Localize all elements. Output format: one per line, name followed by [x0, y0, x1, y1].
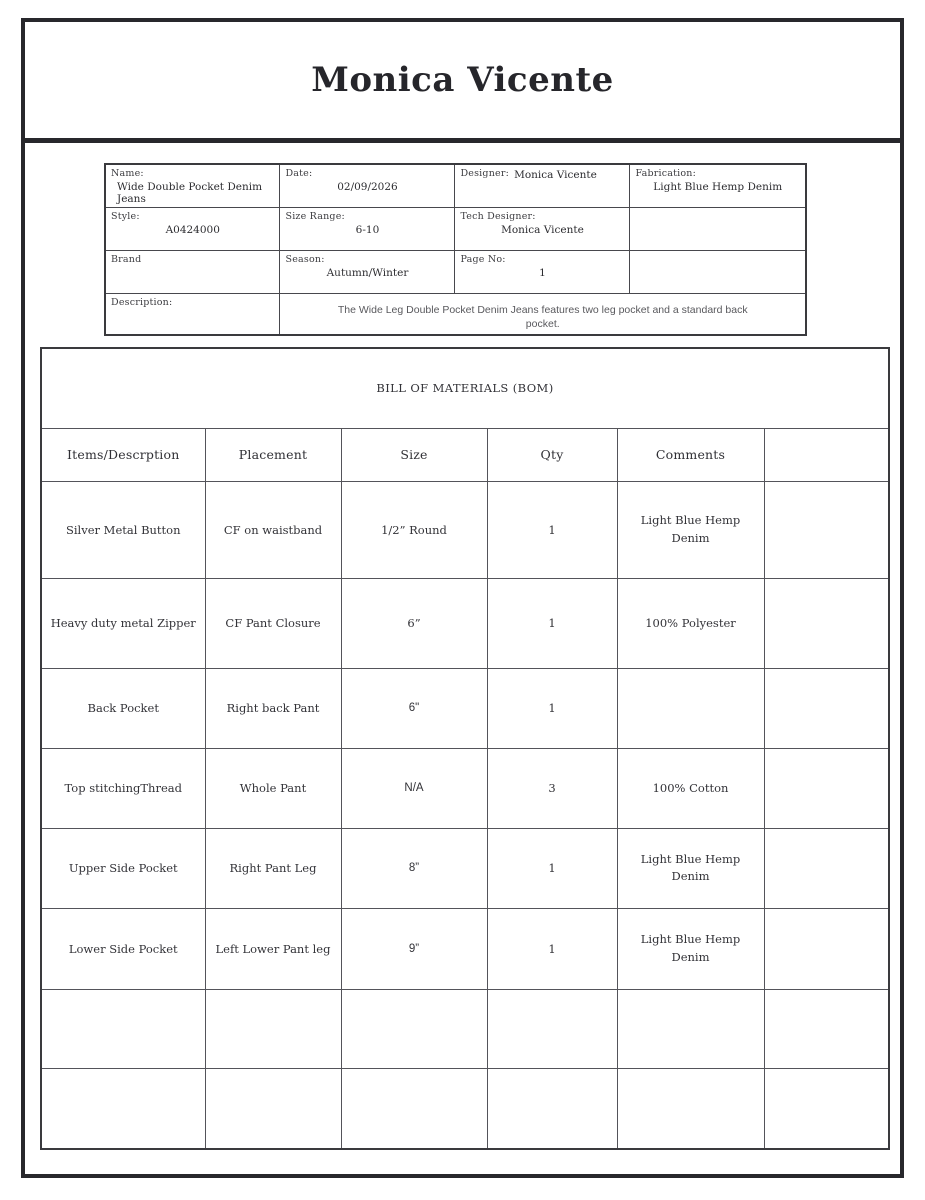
info-designer-value: Monica Vicente — [514, 169, 597, 181]
bom-cell-qty — [487, 989, 617, 1068]
info-size-range-cell — [280, 208, 455, 251]
bom-row-1 — [41, 481, 889, 578]
bom-header-blank — [764, 428, 889, 481]
bom-cell-placement: CF Pant Closure — [205, 578, 341, 668]
bom-cell-comments: 100% Polyester — [617, 578, 764, 668]
bom-cell-item: Upper Side Pocket — [41, 828, 205, 908]
info-table — [104, 163, 807, 336]
bom-header-row — [41, 428, 889, 481]
bom-header-qty: Qty — [487, 428, 617, 481]
bom-cell-item: Top stitchingThread — [41, 748, 205, 828]
info-brand-cell — [105, 251, 280, 294]
info-date-value: 02/09/2026 — [337, 181, 398, 193]
bom-cell-item: Heavy duty metal Zipper — [41, 578, 205, 668]
info-empty-cell-1 — [630, 208, 806, 251]
info-row-1 — [105, 164, 806, 208]
bom-cell-size: 6" — [341, 668, 487, 748]
bom-cell-qty: 1 — [487, 828, 617, 908]
info-page-no-cell — [455, 251, 630, 294]
bom-cell-placement — [205, 989, 341, 1068]
bom-cell-placement: Whole Pant — [205, 748, 341, 828]
info-description-label-cell — [105, 294, 280, 336]
info-style-cell — [105, 208, 280, 251]
bom-cell-size: 1/2” Round — [341, 481, 487, 578]
info-designer-cell — [455, 164, 630, 208]
info-tech-designer-value: Monica Vicente — [501, 224, 584, 236]
brand-title: Monica Vicente — [311, 60, 614, 100]
bom-cell-size: 9” — [341, 908, 487, 989]
info-fabrication-label: Fabrication: — [635, 168, 697, 179]
bom-cell-blank — [764, 481, 889, 578]
info-date-label: Date: — [285, 168, 313, 179]
info-designer-label: Designer: — [460, 168, 509, 179]
bom-cell-qty — [487, 1068, 617, 1149]
bom-cell-blank — [764, 989, 889, 1068]
bom-table — [40, 347, 890, 1150]
info-style-label: Style: — [111, 211, 140, 222]
bom-cell-blank — [764, 578, 889, 668]
bom-cell-comments: 100% Cotton — [617, 748, 764, 828]
bom-cell-item: Back Pocket — [41, 668, 205, 748]
bom-row-6 — [41, 908, 889, 989]
bom-cell-blank — [764, 908, 889, 989]
bom-cell-placement: Right Pant Leg — [205, 828, 341, 908]
info-name-cell — [105, 164, 280, 208]
bom-row-8 — [41, 1068, 889, 1149]
info-page-no-value: 1 — [539, 267, 546, 279]
bom-row-2 — [41, 578, 889, 668]
info-empty-cell-2 — [630, 251, 806, 294]
bom-cell-blank — [764, 748, 889, 828]
bom-cell-placement — [205, 1068, 341, 1149]
info-tech-designer-label: Tech Designer: — [460, 211, 536, 222]
bom-cell-qty: 3 — [487, 748, 617, 828]
bom-cell-size: N/A — [341, 748, 487, 828]
bom-row-4 — [41, 748, 889, 828]
info-season-label: Season: — [285, 254, 325, 265]
bom-cell-comments — [617, 668, 764, 748]
info-fabrication-cell — [630, 164, 806, 208]
bom-cell-item — [41, 989, 205, 1068]
bom-header-comments: Comments — [617, 428, 764, 481]
info-fabrication-value: Light Blue Hemp Denim — [653, 181, 783, 193]
bom-cell-comments: Light Blue Hemp Denim — [617, 828, 764, 908]
info-name-label: Name: — [111, 168, 144, 179]
bom-cell-size — [341, 1068, 487, 1149]
bom-cell-blank — [764, 828, 889, 908]
info-row-2 — [105, 208, 806, 251]
bom-cell-item: Lower Side Pocket — [41, 908, 205, 989]
bom-cell-item — [41, 1068, 205, 1149]
bom-title: BILL OF MATERIALS (BOM) — [41, 348, 889, 428]
bom-header-size: Size — [341, 428, 487, 481]
bom-cell-qty: 1 — [487, 668, 617, 748]
bom-cell-comments — [617, 989, 764, 1068]
info-name-value: Wide Double Pocket Denim Jeans — [117, 181, 263, 205]
bom-title-row — [41, 348, 889, 428]
info-row-3 — [105, 251, 806, 294]
bom-cell-comments: Light Blue Hemp Denim — [617, 481, 764, 578]
info-size-range-label: Size Range: — [285, 211, 345, 222]
info-season-value: Autumn/Winter — [326, 267, 409, 279]
info-page-no-label: Page No: — [460, 254, 506, 265]
bom-cell-qty: 1 — [487, 908, 617, 989]
bom-cell-placement: Right back Pant — [205, 668, 341, 748]
bom-cell-qty: 1 — [487, 578, 617, 668]
bom-cell-size: 6” — [341, 578, 487, 668]
info-description-value-cell — [280, 294, 806, 336]
bom-cell-item: Silver Metal Button — [41, 481, 205, 578]
info-style-value: A0424000 — [165, 224, 220, 236]
info-description-label: Description: — [111, 297, 173, 308]
bom-cell-placement: CF on waistband — [205, 481, 341, 578]
bom-cell-comments — [617, 1068, 764, 1149]
info-description-value: The Wide Leg Double Pocket Denim Jeans features two leg pocket and a standard back pocket. — [337, 304, 748, 331]
bom-cell-qty: 1 — [487, 481, 617, 578]
bom-cell-placement: Left Lower Pant leg — [205, 908, 341, 989]
bom-row-3 — [41, 668, 889, 748]
bom-row-5 — [41, 828, 889, 908]
header-band — [25, 22, 900, 143]
bom-header-items: Items/Descrption — [41, 428, 205, 481]
bom-cell-size: 8” — [341, 828, 487, 908]
bom-row-7 — [41, 989, 889, 1068]
info-date-cell — [280, 164, 455, 208]
bom-header-placement: Placement — [205, 428, 341, 481]
bom-cell-blank — [764, 668, 889, 748]
info-tech-designer-cell — [455, 208, 630, 251]
bom-cell-blank — [764, 1068, 889, 1149]
info-brand-label: Brand — [111, 254, 142, 265]
bom-cell-comments: Light Blue Hemp Denim — [617, 908, 764, 989]
info-size-range-value: 6-10 — [355, 224, 380, 236]
info-season-cell — [280, 251, 455, 294]
info-row-description — [105, 294, 806, 336]
bom-cell-size — [341, 989, 487, 1068]
